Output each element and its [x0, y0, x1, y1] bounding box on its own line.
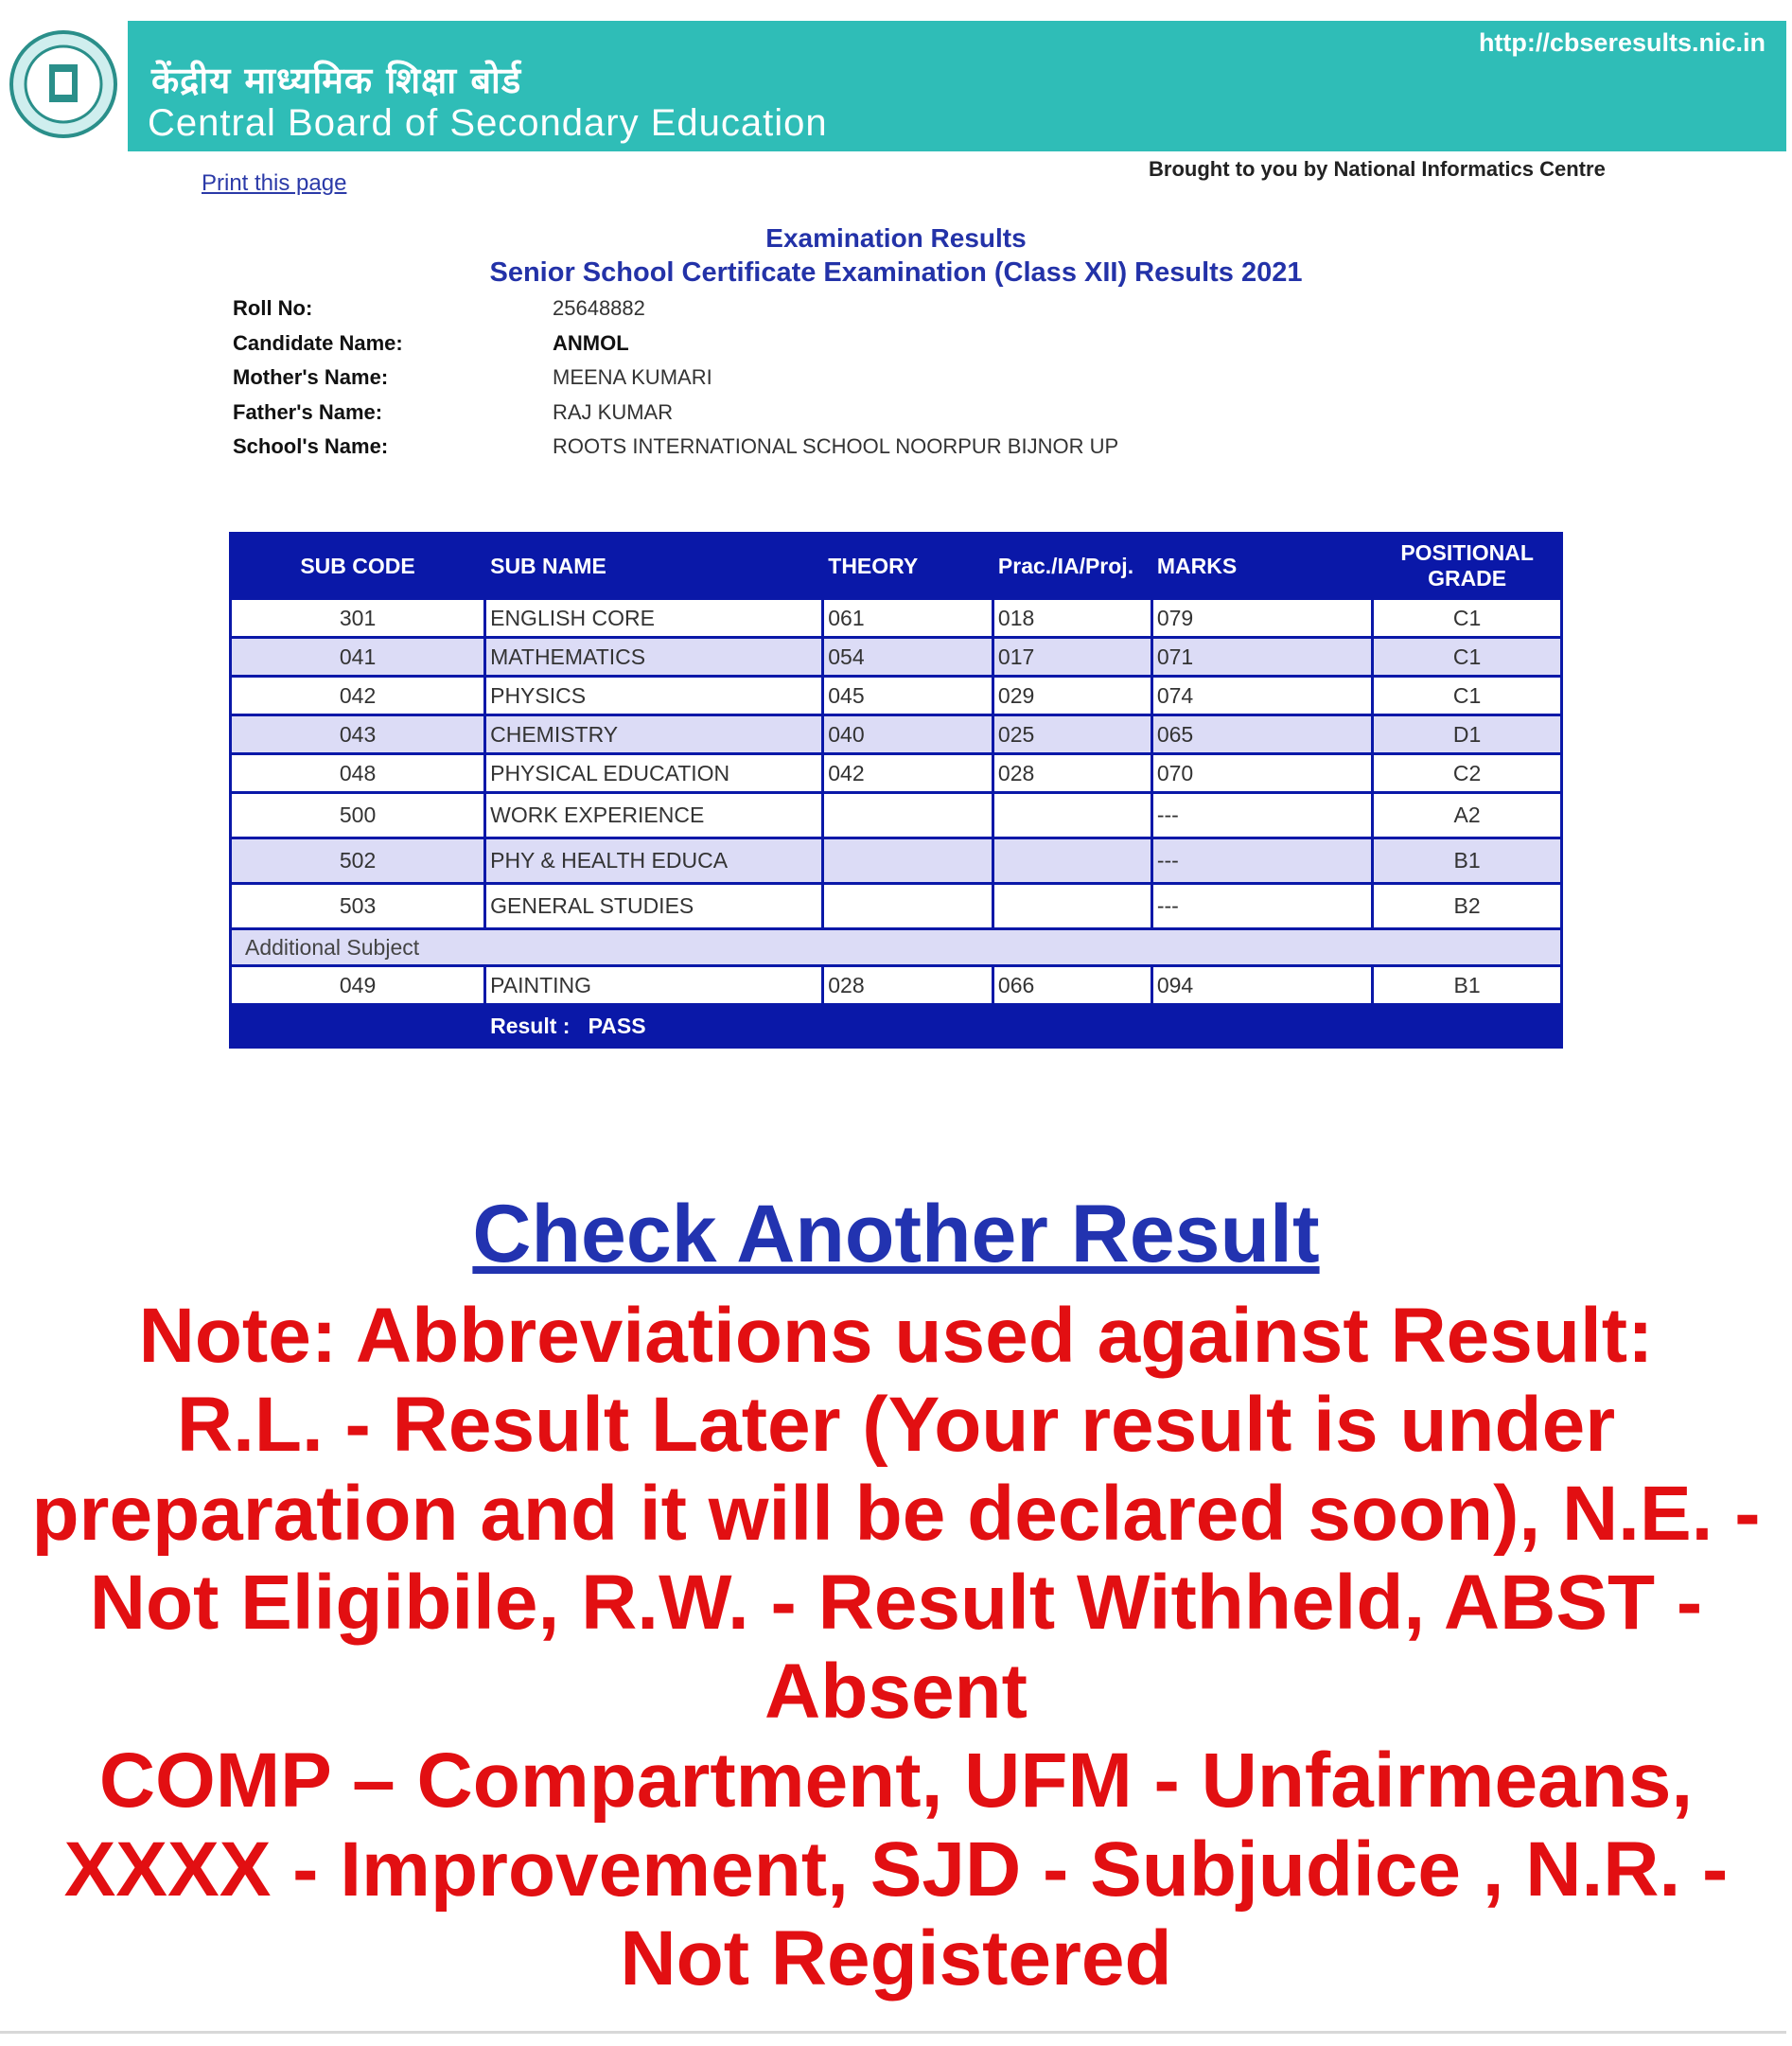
header-practical: Prac./IA/Proj.: [993, 534, 1151, 599]
cell-name: WORK EXPERIENCE: [485, 793, 823, 838]
cell-name: PAINTING: [485, 966, 823, 1005]
site-url[interactable]: http://cbseresults.nic.in: [1478, 28, 1766, 57]
cell-theory: 042: [823, 754, 993, 793]
cell-code: 503: [231, 884, 485, 929]
info-label: Candidate Name:: [233, 330, 403, 355]
cell-code: 301: [231, 599, 485, 638]
info-mother-name: [233, 361, 1118, 396]
result-row: [231, 1005, 1562, 1048]
cell-marks: ---: [1151, 838, 1372, 884]
cell-marks: ---: [1151, 793, 1372, 838]
result-cell: [485, 1005, 1562, 1048]
cell-grade: C1: [1373, 638, 1562, 677]
table-row: [231, 966, 1562, 1005]
table-row: [231, 884, 1562, 929]
nic-credit: Brought to you by National Informatics Centre: [1149, 157, 1606, 181]
candidate-info: [233, 291, 1118, 465]
cell-prac: 066: [993, 966, 1151, 1005]
board-title-english: Central Board of Secondary Education: [148, 102, 828, 144]
info-roll-no: [233, 291, 1118, 326]
cell-code: 048: [231, 754, 485, 793]
cell-prac: [993, 838, 1151, 884]
header-sub-code: SUB CODE: [231, 534, 485, 599]
table-row: [231, 754, 1562, 793]
info-father-name: [233, 396, 1118, 431]
cell-theory: 054: [823, 638, 993, 677]
info-value: 25648882: [553, 296, 645, 321]
cell-grade: C1: [1373, 599, 1562, 638]
cell-grade: B1: [1373, 838, 1562, 884]
additional-subject-row: [231, 929, 1562, 966]
cell-theory: [823, 793, 993, 838]
header-sub-name: SUB NAME: [485, 534, 823, 599]
cell-marks: 070: [1151, 754, 1372, 793]
cell-prac: [993, 884, 1151, 929]
cell-marks: ---: [1151, 884, 1372, 929]
info-school-name: [233, 430, 1118, 465]
cell-prac: 028: [993, 754, 1151, 793]
print-page-link[interactable]: Print this page: [202, 170, 347, 196]
bottom-divider: [0, 2031, 1786, 2034]
additional-subject-label: Additional Subject: [231, 929, 1562, 966]
cell-prac: 018: [993, 599, 1151, 638]
cell-marks: 065: [1151, 715, 1372, 754]
cbse-emblem-icon: [8, 28, 119, 140]
cell-prac: 017: [993, 638, 1151, 677]
cell-theory: 040: [823, 715, 993, 754]
abbreviations-note: [19, 1292, 1773, 2003]
result-value: PASS: [588, 1013, 646, 1038]
table-row: [231, 599, 1562, 638]
info-value: ANMOL: [553, 330, 629, 355]
cbse-logo: [0, 21, 128, 151]
cell-grade: B2: [1373, 884, 1562, 929]
cell-name: CHEMISTRY: [485, 715, 823, 754]
cell-name: ENGLISH CORE: [485, 599, 823, 638]
info-label: Mother's Name:: [233, 365, 389, 390]
info-value: MEENA KUMARI: [553, 365, 712, 390]
cell-grade: D1: [1373, 715, 1562, 754]
cell-prac: 025: [993, 715, 1151, 754]
note-heading: Note: Abbreviations used against Result:: [138, 1293, 1654, 1379]
result-spacer: [231, 1005, 485, 1048]
cell-theory: [823, 884, 993, 929]
cell-grade: B1: [1373, 966, 1562, 1005]
cell-code: 043: [231, 715, 485, 754]
cell-grade: C2: [1373, 754, 1562, 793]
cell-code: 502: [231, 838, 485, 884]
cell-name: GENERAL STUDIES: [485, 884, 823, 929]
cell-grade: A2: [1373, 793, 1562, 838]
cell-marks: 079: [1151, 599, 1372, 638]
board-title-hindi: केंद्रीय माध्यमिक शिक्षा बोर्ड: [151, 60, 522, 101]
cell-name: PHYSICS: [485, 677, 823, 715]
cell-code: 042: [231, 677, 485, 715]
cell-marks: 071: [1151, 638, 1372, 677]
note-abbrev-1: R.L. - Result Later (Your result is under preparation and it will be declared soon), N.E. - Not Eligibile, R.W. - Result Withheld, ABST - Absent: [31, 1382, 1761, 1735]
cell-theory: [823, 838, 993, 884]
note-abbrev-2: COMP – Compartment, UFM - Unfairmeans, XXXX - Improvement, SJD - Subjudice , N.R. - Not Registered: [63, 1737, 1729, 2002]
results-table: [229, 532, 1563, 1049]
cell-code: 049: [231, 966, 485, 1005]
table-row: [231, 838, 1562, 884]
info-label: Roll No:: [233, 296, 313, 321]
cell-name: PHY & HEALTH EDUCA: [485, 838, 823, 884]
cell-theory: 028: [823, 966, 993, 1005]
table-header-row: [231, 534, 1562, 599]
cell-prac: 029: [993, 677, 1151, 715]
info-value: ROOTS INTERNATIONAL SCHOOL NOORPUR BIJNOR UP: [553, 434, 1119, 459]
info-value: RAJ KUMAR: [553, 399, 674, 424]
cell-grade: C1: [1373, 677, 1562, 715]
header-positional-grade: POSITIONAL GRADE: [1373, 534, 1562, 599]
cell-theory: 045: [823, 677, 993, 715]
exam-subtitle: Senior School Certificate Examination (Class XII) Results 2021: [489, 257, 1303, 288]
header-marks: MARKS: [1151, 534, 1372, 599]
table-row: [231, 715, 1562, 754]
exam-title: Examination Results: [765, 223, 1027, 253]
table-row: [231, 677, 1562, 715]
table-row: [231, 638, 1562, 677]
table-row: [231, 793, 1562, 838]
cell-theory: 061: [823, 599, 993, 638]
cell-code: 041: [231, 638, 485, 677]
info-candidate-name: [233, 326, 1118, 362]
info-label: School's Name:: [233, 434, 389, 459]
cell-name: MATHEMATICS: [485, 638, 823, 677]
cell-prac: [993, 793, 1151, 838]
check-another-result-link[interactable]: Check Another Result: [472, 1189, 1320, 1279]
cell-marks: 094: [1151, 966, 1372, 1005]
cell-name: PHYSICAL EDUCATION: [485, 754, 823, 793]
result-label: Result :: [490, 1013, 571, 1038]
header-theory: THEORY: [823, 534, 993, 599]
cell-marks: 074: [1151, 677, 1372, 715]
cell-code: 500: [231, 793, 485, 838]
info-label: Father's Name:: [233, 399, 383, 424]
